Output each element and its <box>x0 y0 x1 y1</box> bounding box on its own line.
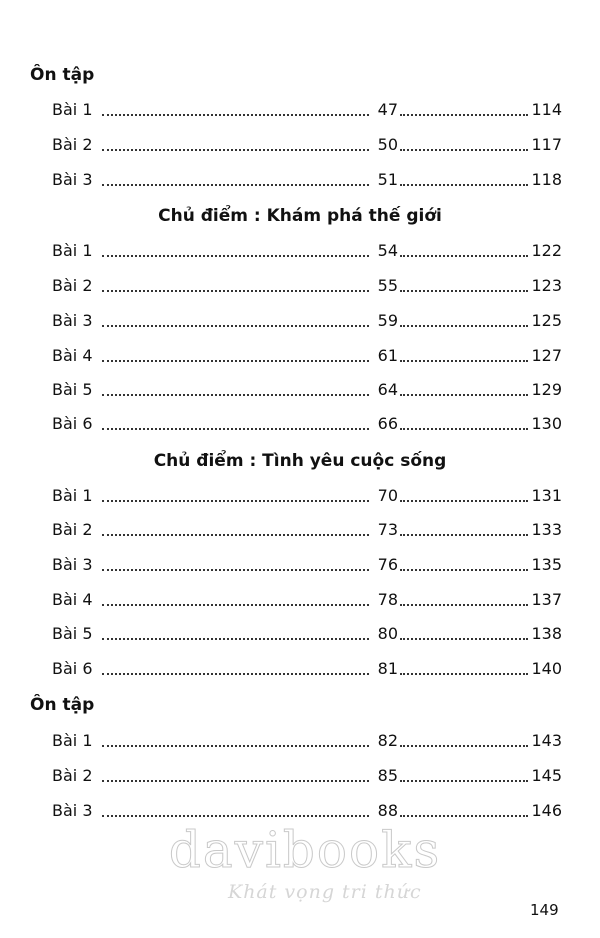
entry-page-a: 70 <box>377 486 398 505</box>
entry-page-a: 85 <box>377 766 398 785</box>
entry-label: Bài 3 <box>52 170 93 189</box>
toc-entry <box>52 516 562 540</box>
toc-entry <box>52 131 562 155</box>
entry-page-a: 54 <box>377 241 398 260</box>
dot-leader <box>102 113 369 116</box>
toc-entry <box>52 655 562 679</box>
toc-entry <box>52 482 562 506</box>
entry-label: Bài 4 <box>52 590 93 609</box>
dot-leader <box>102 183 369 186</box>
toc-entry <box>52 762 562 786</box>
entry-page-b: 135 <box>531 555 562 574</box>
dot-leader <box>102 324 369 327</box>
entry-page-b: 137 <box>531 590 562 609</box>
dot-leader <box>400 533 528 536</box>
watermark-logo: davibooks <box>168 821 442 879</box>
entry-label: Bài 1 <box>52 241 93 260</box>
dot-leader <box>102 427 369 430</box>
dot-leader <box>102 568 369 571</box>
entry-page-b: 127 <box>531 346 562 365</box>
entry-page-a: 66 <box>377 414 398 433</box>
entry-page-a: 78 <box>377 590 398 609</box>
entry-label: Bài 2 <box>52 276 93 295</box>
entry-page-a: 81 <box>377 659 398 678</box>
dot-leader <box>102 533 369 536</box>
dot-leader <box>102 672 369 675</box>
dot-leader <box>400 779 528 782</box>
entry-label: Bài 1 <box>52 486 93 505</box>
dot-leader <box>102 254 369 257</box>
dot-leader <box>102 393 369 396</box>
entry-page-b: 123 <box>531 276 562 295</box>
dot-leader <box>400 744 528 747</box>
entry-label: Bài 2 <box>52 520 93 539</box>
dot-leader <box>400 359 528 362</box>
toc-entry <box>52 551 562 575</box>
dot-leader <box>102 744 369 747</box>
entry-page-a: 51 <box>377 170 398 189</box>
entry-label: Bài 3 <box>52 555 93 574</box>
dot-leader <box>400 814 528 817</box>
entry-page-a: 59 <box>377 311 398 330</box>
dot-leader <box>400 289 528 292</box>
dot-leader <box>102 359 369 362</box>
dot-leader <box>400 324 528 327</box>
entry-page-b: 140 <box>531 659 562 678</box>
entry-page-a: 80 <box>377 624 398 643</box>
dot-leader <box>102 637 369 640</box>
dot-leader <box>400 672 528 675</box>
page-number: 149 <box>530 901 559 919</box>
toc-entry <box>52 586 562 610</box>
dot-leader <box>102 814 369 817</box>
entry-label: Bài 6 <box>52 414 93 433</box>
section-heading: Chủ điểm : Tình yêu cuộc sống <box>153 451 447 471</box>
entry-page-a: 55 <box>377 276 398 295</box>
toc-entry <box>52 620 562 644</box>
entry-label: Bài 4 <box>52 346 93 365</box>
entry-page-b: 138 <box>531 624 562 643</box>
entry-label: Bài 5 <box>52 380 93 399</box>
dot-leader <box>400 499 528 502</box>
toc-entry <box>52 272 562 296</box>
toc-entry <box>52 376 562 400</box>
toc-entry <box>52 410 562 434</box>
entry-page-a: 50 <box>377 135 398 154</box>
dot-leader <box>400 637 528 640</box>
entry-page-b: 125 <box>531 311 562 330</box>
entry-page-a: 73 <box>377 520 398 539</box>
section-heading: Ôn tập <box>30 695 95 715</box>
entry-page-b: 122 <box>531 241 562 260</box>
entry-page-a: 88 <box>377 801 398 820</box>
entry-page-b: 143 <box>531 731 562 750</box>
dot-leader <box>102 603 369 606</box>
entry-page-b: 130 <box>531 414 562 433</box>
entry-label: Bài 1 <box>52 100 93 119</box>
dot-leader <box>400 393 528 396</box>
dot-leader <box>102 289 369 292</box>
dot-leader <box>400 148 528 151</box>
entry-page-a: 61 <box>377 346 398 365</box>
entry-page-b: 133 <box>531 520 562 539</box>
entry-label: Bài 1 <box>52 731 93 750</box>
section-heading: Ôn tập <box>30 65 95 85</box>
dot-leader <box>102 148 369 151</box>
entry-label: Bài 5 <box>52 624 93 643</box>
entry-page-b: 118 <box>531 170 562 189</box>
entry-label: Bài 6 <box>52 659 93 678</box>
toc-entry <box>52 797 562 821</box>
dot-leader <box>400 568 528 571</box>
toc-entry <box>52 166 562 190</box>
entry-page-b: 131 <box>531 486 562 505</box>
dot-leader <box>102 499 369 502</box>
entry-label: Bài 3 <box>52 801 93 820</box>
toc-entry <box>52 237 562 261</box>
entry-page-a: 64 <box>377 380 398 399</box>
entry-page-b: 129 <box>531 380 562 399</box>
dot-leader <box>102 779 369 782</box>
dot-leader <box>400 113 528 116</box>
watermark-slogan: Khát vọng tri thức <box>228 881 422 903</box>
dot-leader <box>400 427 528 430</box>
entry-label: Bài 2 <box>52 766 93 785</box>
dot-leader <box>400 603 528 606</box>
entry-label: Bài 3 <box>52 311 93 330</box>
entry-page-a: 76 <box>377 555 398 574</box>
section-heading: Chủ điểm : Khám phá thế giới <box>158 206 442 226</box>
toc-entry <box>52 727 562 751</box>
entry-page-b: 117 <box>531 135 562 154</box>
entry-page-b: 146 <box>531 801 562 820</box>
dot-leader <box>400 254 528 257</box>
entry-label: Bài 2 <box>52 135 93 154</box>
toc-entry <box>52 342 562 366</box>
entry-page-b: 114 <box>531 100 562 119</box>
toc-entry <box>52 307 562 331</box>
entry-page-b: 145 <box>531 766 562 785</box>
entry-page-a: 82 <box>377 731 398 750</box>
dot-leader <box>400 183 528 186</box>
toc-entry <box>52 96 562 120</box>
entry-page-a: 47 <box>377 100 398 119</box>
